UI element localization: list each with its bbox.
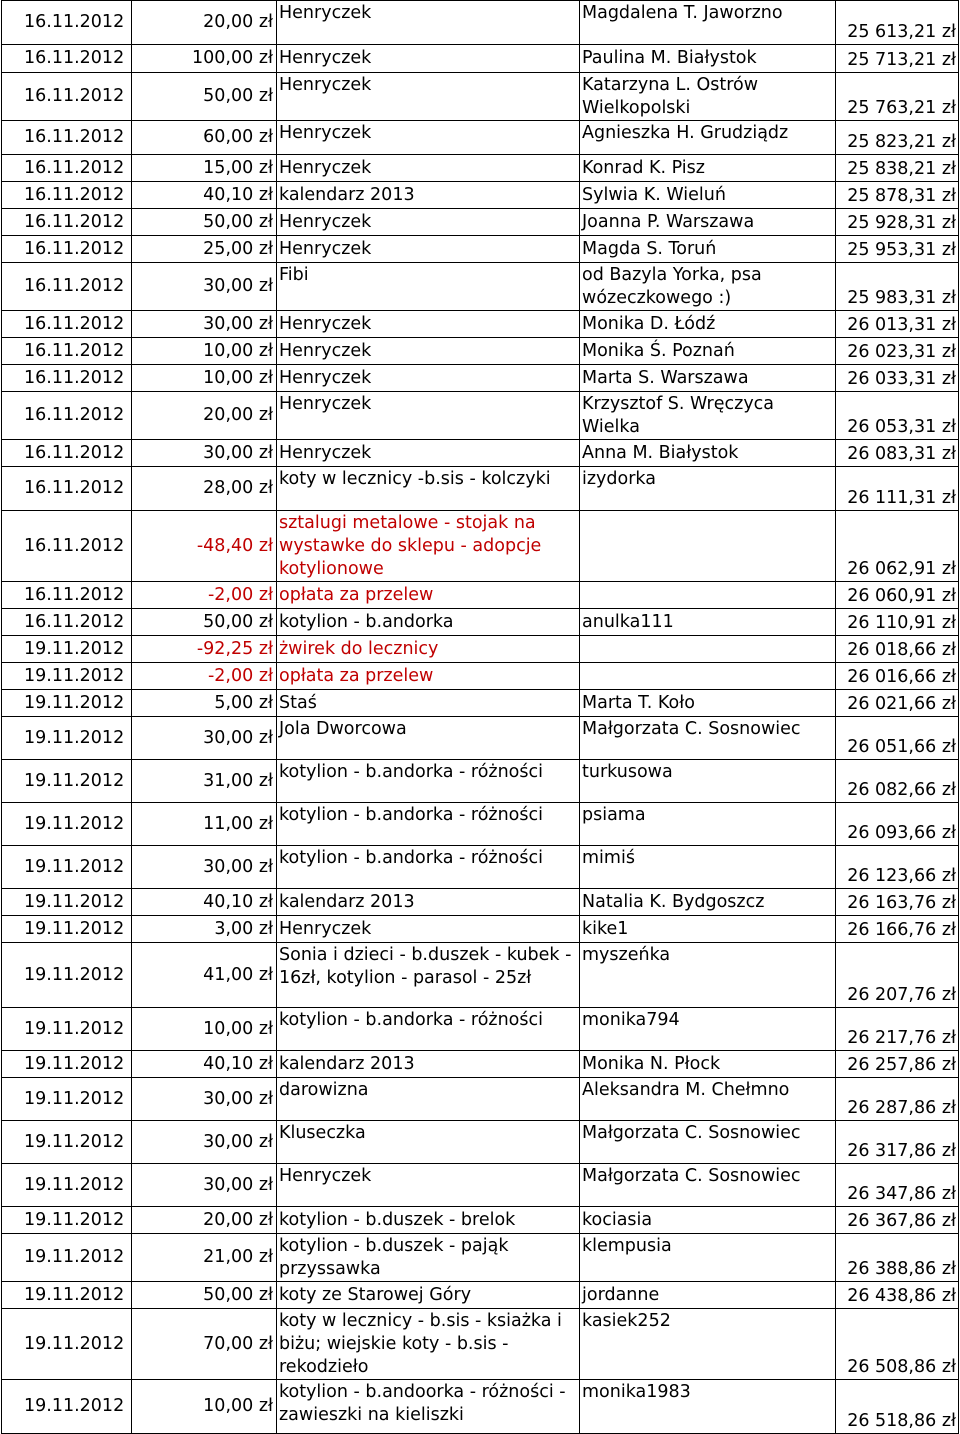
title-cell: koty ze Starowej Góry <box>277 1282 580 1309</box>
title-cell: Sonia i dzieci - b.duszek - kubek - 16zł, kotylion - parasol - 25zł <box>277 943 580 1008</box>
title-cell: Jola Dworcowa <box>277 717 580 760</box>
table-row <box>2 1164 959 1207</box>
title-cell: kalendarz 2013 <box>277 182 580 209</box>
title-cell: Henryczek <box>277 45 580 73</box>
amount-cell: 3,00 zł <box>132 916 277 943</box>
title-cell: Henryczek <box>277 1 580 45</box>
date-cell: 16.11.2012 <box>2 121 132 155</box>
title-cell: Henryczek <box>277 392 580 440</box>
table-row <box>2 511 959 582</box>
date-cell: 19.11.2012 <box>2 1078 132 1121</box>
date-cell: 19.11.2012 <box>2 1282 132 1309</box>
balance-cell: 26 508,86 zł <box>836 1309 959 1380</box>
donor-cell: Joanna P. Warszawa <box>580 209 836 236</box>
title-cell: opłata za przelew <box>277 663 580 690</box>
table-row <box>2 440 959 467</box>
donor-cell <box>580 582 836 609</box>
balance-cell: 25 713,21 zł <box>836 45 959 73</box>
amount-cell: 70,00 zł <box>132 1309 277 1380</box>
balance-cell: 25 823,21 zł <box>836 121 959 155</box>
table-row <box>2 916 959 943</box>
balance-cell: 26 257,86 zł <box>836 1051 959 1078</box>
donor-cell: monika794 <box>580 1008 836 1051</box>
balance-cell: 26 060,91 zł <box>836 582 959 609</box>
date-cell: 16.11.2012 <box>2 440 132 467</box>
balance-cell: 26 438,86 zł <box>836 1282 959 1309</box>
table-row <box>2 1380 959 1434</box>
donor-cell: anulka111 <box>580 609 836 636</box>
table-row <box>2 392 959 440</box>
balance-cell: 26 207,76 zł <box>836 943 959 1008</box>
table-row <box>2 636 959 663</box>
balance-cell: 26 110,91 zł <box>836 609 959 636</box>
title-cell: koty w lecznicy -b.sis - kolczyki <box>277 467 580 511</box>
amount-cell: 50,00 zł <box>132 609 277 636</box>
title-cell: darowizna <box>277 1078 580 1121</box>
balance-cell: 26 388,86 zł <box>836 1234 959 1282</box>
amount-cell: 30,00 zł <box>132 440 277 467</box>
donor-cell: izydorka <box>580 467 836 511</box>
date-cell: 16.11.2012 <box>2 45 132 73</box>
date-cell: 16.11.2012 <box>2 338 132 365</box>
balance-cell: 26 287,86 zł <box>836 1078 959 1121</box>
donor-cell: Magdalena T. Jaworzno <box>580 1 836 45</box>
donor-cell: Paulina M. Białystok <box>580 45 836 73</box>
donor-cell: mimiś <box>580 846 836 889</box>
amount-cell: 30,00 zł <box>132 846 277 889</box>
amount-cell: 100,00 zł <box>132 45 277 73</box>
title-cell: kalendarz 2013 <box>277 1051 580 1078</box>
table-row <box>2 73 959 121</box>
table-row <box>2 1 959 45</box>
title-cell: kotylion - b.andorka - różności <box>277 846 580 889</box>
table-row <box>2 1121 959 1164</box>
amount-cell: 50,00 zł <box>132 73 277 121</box>
donor-cell: Krzysztof S. Wręczyca Wielka <box>580 392 836 440</box>
title-cell: kalendarz 2013 <box>277 889 580 916</box>
donor-cell: Agnieszka H. Grudziądz <box>580 121 836 155</box>
balance-cell: 26 021,66 zł <box>836 690 959 717</box>
balance-cell: 26 016,66 zł <box>836 663 959 690</box>
date-cell: 19.11.2012 <box>2 889 132 916</box>
table-row <box>2 209 959 236</box>
table-row <box>2 690 959 717</box>
title-cell: Kluseczka <box>277 1121 580 1164</box>
date-cell: 19.11.2012 <box>2 1051 132 1078</box>
date-cell: 19.11.2012 <box>2 636 132 663</box>
date-cell: 19.11.2012 <box>2 690 132 717</box>
table-row <box>2 1078 959 1121</box>
donor-cell: Anna M. Białystok <box>580 440 836 467</box>
title-cell: Henryczek <box>277 338 580 365</box>
balance-cell: 25 953,31 zł <box>836 236 959 263</box>
title-cell: kotylion - b.andoorka - różności - zawieszki na kieliszki <box>277 1380 580 1434</box>
title-cell: Henryczek <box>277 440 580 467</box>
date-cell: 19.11.2012 <box>2 916 132 943</box>
balance-cell: 26 111,31 zł <box>836 467 959 511</box>
date-cell: 19.11.2012 <box>2 1234 132 1282</box>
donor-cell <box>580 663 836 690</box>
donor-cell: kasiek252 <box>580 1309 836 1380</box>
amount-cell: 30,00 zł <box>132 263 277 311</box>
balance-cell: 26 317,86 zł <box>836 1121 959 1164</box>
table-row <box>2 760 959 803</box>
balance-cell: 25 878,31 zł <box>836 182 959 209</box>
title-cell: koty w lecznicy - b.sis - ksiażka i bіżu; wiejskie koty - b.sis - rekodzieło <box>277 1309 580 1380</box>
amount-cell: 50,00 zł <box>132 209 277 236</box>
donor-cell: Katarzyna L. Ostrów Wielkopolski <box>580 73 836 121</box>
date-cell: 16.11.2012 <box>2 365 132 392</box>
title-cell: Henryczek <box>277 365 580 392</box>
donor-cell: od Bazyla Yorka, psa wózeczkowego :) <box>580 263 836 311</box>
amount-cell: 30,00 zł <box>132 1121 277 1164</box>
donor-cell: Monika D. Łódź <box>580 311 836 338</box>
table-row <box>2 1207 959 1234</box>
date-cell: 19.11.2012 <box>2 717 132 760</box>
table-row <box>2 889 959 916</box>
donor-cell: Magda S. Toruń <box>580 236 836 263</box>
amount-cell: 40,10 zł <box>132 182 277 209</box>
ledger-body <box>2 1 959 1434</box>
amount-cell: 10,00 zł <box>132 338 277 365</box>
amount-cell: 25,00 zł <box>132 236 277 263</box>
date-cell: 19.11.2012 <box>2 846 132 889</box>
title-cell: Henryczek <box>277 916 580 943</box>
balance-cell: 26 033,31 zł <box>836 365 959 392</box>
amount-cell: 41,00 zł <box>132 943 277 1008</box>
amount-cell: 31,00 zł <box>132 760 277 803</box>
date-cell: 16.11.2012 <box>2 182 132 209</box>
donor-cell: Marta T. Koło <box>580 690 836 717</box>
table-row <box>2 365 959 392</box>
table-row <box>2 121 959 155</box>
date-cell: 16.11.2012 <box>2 1 132 45</box>
date-cell: 19.11.2012 <box>2 1008 132 1051</box>
amount-cell: -92,25 zł <box>132 636 277 663</box>
table-row <box>2 1051 959 1078</box>
donor-cell: kike1 <box>580 916 836 943</box>
title-cell: kotylion - b.andorka - różności <box>277 760 580 803</box>
title-cell: kotylion - b.andorka - różności <box>277 803 580 846</box>
date-cell: 16.11.2012 <box>2 263 132 311</box>
amount-cell: 15,00 zł <box>132 155 277 182</box>
table-row <box>2 1008 959 1051</box>
title-cell: Henryczek <box>277 311 580 338</box>
title-cell: kotylion - b.andorka - różności <box>277 1008 580 1051</box>
table-row <box>2 582 959 609</box>
donor-cell: monika1983 <box>580 1380 836 1434</box>
balance-cell: 25 838,21 zł <box>836 155 959 182</box>
date-cell: 16.11.2012 <box>2 209 132 236</box>
balance-cell: 26 018,66 zł <box>836 636 959 663</box>
amount-cell: 40,10 zł <box>132 1051 277 1078</box>
balance-cell: 26 163,76 zł <box>836 889 959 916</box>
donor-cell: Marta S. Warszawa <box>580 365 836 392</box>
amount-cell: 30,00 zł <box>132 311 277 338</box>
amount-cell: 20,00 zł <box>132 1 277 45</box>
balance-cell: 26 518,86 zł <box>836 1380 959 1434</box>
amount-cell: 20,00 zł <box>132 1207 277 1234</box>
table-row <box>2 943 959 1008</box>
title-cell: Staś <box>277 690 580 717</box>
date-cell: 19.11.2012 <box>2 1309 132 1380</box>
balance-cell: 26 062,91 zł <box>836 511 959 582</box>
date-cell: 16.11.2012 <box>2 236 132 263</box>
date-cell: 16.11.2012 <box>2 609 132 636</box>
date-cell: 19.11.2012 <box>2 1207 132 1234</box>
amount-cell: 5,00 zł <box>132 690 277 717</box>
balance-cell: 26 093,66 zł <box>836 803 959 846</box>
balance-cell: 25 763,21 zł <box>836 73 959 121</box>
balance-cell: 26 082,66 zł <box>836 760 959 803</box>
table-row <box>2 236 959 263</box>
date-cell: 19.11.2012 <box>2 760 132 803</box>
title-cell: kotylion - b.duszek - pająk przyssawka <box>277 1234 580 1282</box>
table-row <box>2 467 959 511</box>
table-row <box>2 155 959 182</box>
table-row <box>2 846 959 889</box>
table-row <box>2 803 959 846</box>
amount-cell: -2,00 zł <box>132 582 277 609</box>
date-cell: 19.11.2012 <box>2 1121 132 1164</box>
balance-cell: 26 367,86 zł <box>836 1207 959 1234</box>
balance-cell: 26 023,31 zł <box>836 338 959 365</box>
donor-cell: Natalia K. Bydgoszcz <box>580 889 836 916</box>
amount-cell: -2,00 zł <box>132 663 277 690</box>
balance-cell: 26 166,76 zł <box>836 916 959 943</box>
table-row <box>2 311 959 338</box>
amount-cell: 10,00 zł <box>132 1380 277 1434</box>
donor-cell <box>580 511 836 582</box>
date-cell: 19.11.2012 <box>2 943 132 1008</box>
title-cell: opłata za przelew <box>277 582 580 609</box>
amount-cell: 10,00 zł <box>132 365 277 392</box>
balance-cell: 26 347,86 zł <box>836 1164 959 1207</box>
balance-cell: 25 928,31 zł <box>836 209 959 236</box>
table-row <box>2 1309 959 1380</box>
donor-cell: Konrad K. Pisz <box>580 155 836 182</box>
donor-cell: Monika N. Płock <box>580 1051 836 1078</box>
date-cell: 16.11.2012 <box>2 73 132 121</box>
balance-cell: 25 613,21 zł <box>836 1 959 45</box>
title-cell: Fibi <box>277 263 580 311</box>
date-cell: 16.11.2012 <box>2 511 132 582</box>
title-cell: Henryczek <box>277 209 580 236</box>
amount-cell: 20,00 zł <box>132 392 277 440</box>
table-row <box>2 717 959 760</box>
balance-cell: 26 013,31 zł <box>836 311 959 338</box>
amount-cell: -48,40 zł <box>132 511 277 582</box>
table-row <box>2 45 959 73</box>
donor-cell: kociasia <box>580 1207 836 1234</box>
amount-cell: 28,00 zł <box>132 467 277 511</box>
date-cell: 19.11.2012 <box>2 663 132 690</box>
donor-cell: psiama <box>580 803 836 846</box>
amount-cell: 50,00 zł <box>132 1282 277 1309</box>
donor-cell: klempusia <box>580 1234 836 1282</box>
table-row <box>2 182 959 209</box>
date-cell: 16.11.2012 <box>2 155 132 182</box>
balance-cell: 26 051,66 zł <box>836 717 959 760</box>
title-cell: Henryczek <box>277 1164 580 1207</box>
donor-cell: Małgorzata C. Sosnowiec <box>580 717 836 760</box>
balance-cell: 25 983,31 zł <box>836 263 959 311</box>
amount-cell: 10,00 zł <box>132 1008 277 1051</box>
title-cell: sztalugi metalowe - stojak na wystawke do sklepu - adopcje kotylionowe <box>277 511 580 582</box>
donations-ledger-table <box>1 0 959 1434</box>
donor-cell: Aleksandra M. Chełmno <box>580 1078 836 1121</box>
amount-cell: 30,00 zł <box>132 1164 277 1207</box>
date-cell: 19.11.2012 <box>2 1380 132 1434</box>
title-cell: kotylion - b.duszek - brelok <box>277 1207 580 1234</box>
title-cell: Henryczek <box>277 73 580 121</box>
date-cell: 16.11.2012 <box>2 392 132 440</box>
date-cell: 19.11.2012 <box>2 1164 132 1207</box>
title-cell: Henryczek <box>277 236 580 263</box>
balance-cell: 26 217,76 zł <box>836 1008 959 1051</box>
balance-cell: 26 123,66 zł <box>836 846 959 889</box>
amount-cell: 11,00 zł <box>132 803 277 846</box>
donor-cell: jordanne <box>580 1282 836 1309</box>
title-cell: kotylion - b.andorka <box>277 609 580 636</box>
donor-cell: Małgorzata C. Sosnowiec <box>580 1164 836 1207</box>
donor-cell: Monika Ś. Poznań <box>580 338 836 365</box>
title-cell: żwirek do lecznicy <box>277 636 580 663</box>
amount-cell: 30,00 zł <box>132 717 277 760</box>
date-cell: 16.11.2012 <box>2 582 132 609</box>
title-cell: Henryczek <box>277 155 580 182</box>
title-cell: Henryczek <box>277 121 580 155</box>
date-cell: 16.11.2012 <box>2 467 132 511</box>
donor-cell <box>580 636 836 663</box>
balance-cell: 26 053,31 zł <box>836 392 959 440</box>
donor-cell: Małgorzata C. Sosnowiec <box>580 1121 836 1164</box>
table-row <box>2 338 959 365</box>
table-row <box>2 263 959 311</box>
amount-cell: 21,00 zł <box>132 1234 277 1282</box>
amount-cell: 40,10 zł <box>132 889 277 916</box>
table-row <box>2 1282 959 1309</box>
donor-cell: myszeńka <box>580 943 836 1008</box>
table-row <box>2 1234 959 1282</box>
amount-cell: 60,00 zł <box>132 121 277 155</box>
donor-cell: turkusowa <box>580 760 836 803</box>
date-cell: 16.11.2012 <box>2 311 132 338</box>
table-row <box>2 663 959 690</box>
donor-cell: Sylwia K. Wieluń <box>580 182 836 209</box>
amount-cell: 30,00 zł <box>132 1078 277 1121</box>
date-cell: 19.11.2012 <box>2 803 132 846</box>
table-row <box>2 609 959 636</box>
balance-cell: 26 083,31 zł <box>836 440 959 467</box>
